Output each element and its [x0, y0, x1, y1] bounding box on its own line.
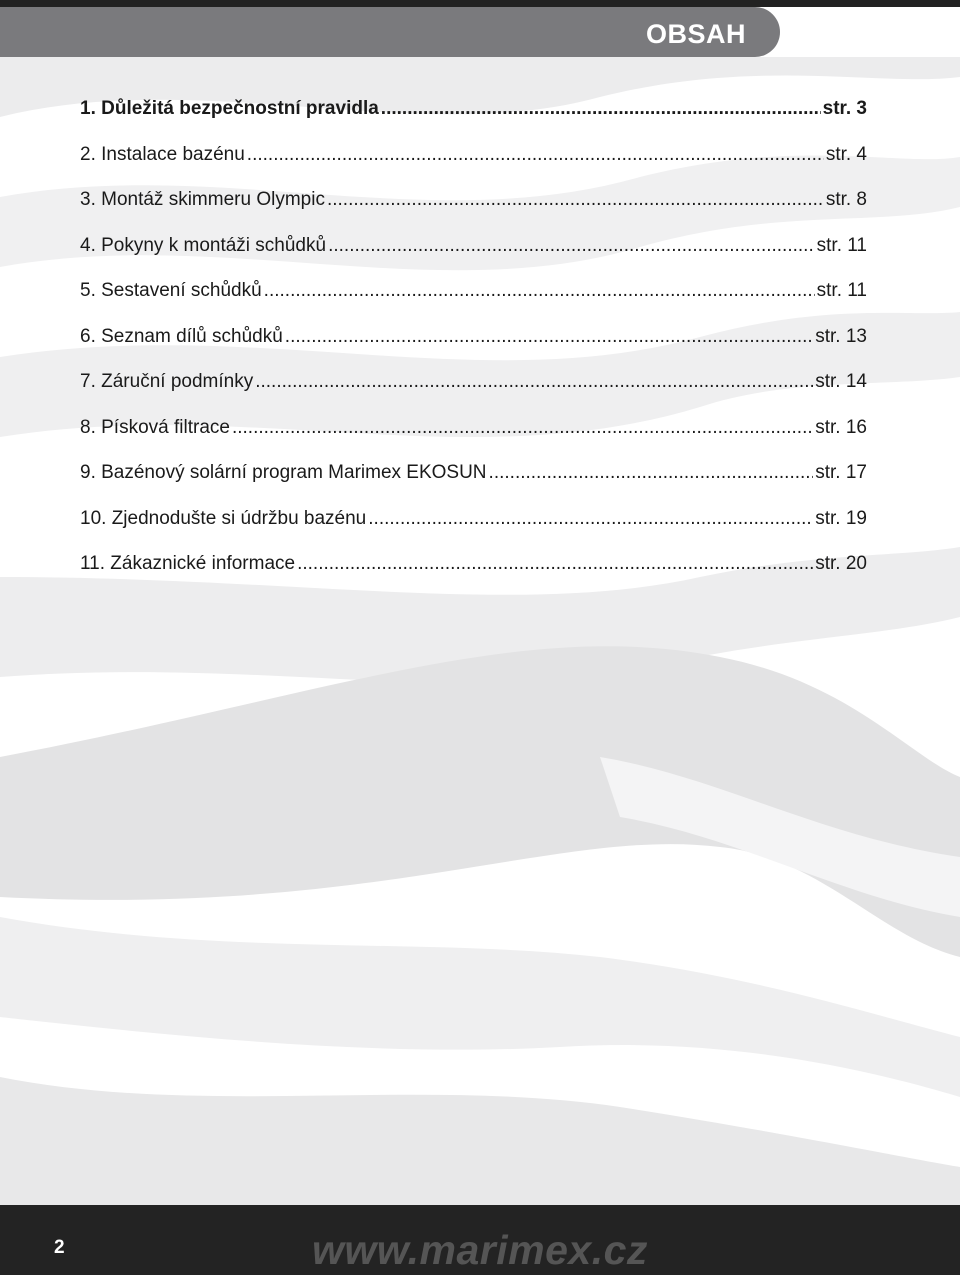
toc-entry[interactable]: [80, 144, 867, 190]
toc-entry-page: str. 17: [815, 462, 867, 483]
toc-entry-title: 8. Písková filtrace: [80, 416, 230, 438]
website-url[interactable]: www.marimex.cz: [312, 1227, 648, 1273]
toc-dot-leader: [264, 280, 815, 302]
header-band: [0, 7, 780, 57]
toc-entry-page: str. 19: [815, 507, 867, 529]
toc-entry-page: str. 13: [815, 325, 867, 347]
toc-entry[interactable]: [80, 371, 867, 417]
toc-dot-leader: [255, 371, 813, 393]
toc-entry[interactable]: [80, 235, 867, 281]
toc-entry-title: 3. Montáž skimmeru Olympic: [80, 189, 325, 210]
toc-entry-title: 10. Zjednodušte si údržbu bazénu: [80, 507, 367, 529]
toc-dot-leader: [297, 553, 813, 575]
toc-entry[interactable]: [80, 462, 867, 508]
toc-entry-title: 9. Bazénový solární program Marimex EKOSUN: [80, 462, 487, 483]
toc-entry-title: 6. Seznam dílů schůdků: [80, 325, 283, 347]
toc-entry-page: str. 3: [822, 98, 867, 119]
toc-entry-page: str. 20: [815, 553, 867, 574]
table-of-contents: [80, 98, 867, 599]
toc-entry[interactable]: [80, 98, 867, 144]
toc-entry-page: str. 8: [825, 189, 867, 210]
toc-entry-title: 5. Sestavení schůdků: [80, 280, 262, 301]
toc-entry[interactable]: [80, 189, 867, 235]
toc-entry-page: str. 4: [825, 143, 867, 165]
toc-dot-leader: [489, 462, 814, 484]
toc-entry[interactable]: [80, 326, 867, 372]
toc-entry-title: 2. Instalace bazénu: [80, 143, 245, 165]
toc-dot-leader: [368, 508, 813, 530]
page-title: OBSAH: [645, 19, 746, 49]
page-number: 2: [54, 1237, 65, 1258]
toc-dot-leader: [232, 417, 813, 439]
toc-entry-title: 1. Důležitá bezpečnostní pravidla: [80, 98, 379, 119]
toc-entry-title: 4. Pokyny k montáži schůdků: [80, 234, 327, 256]
toc-dot-leader: [247, 144, 824, 166]
toc-entry-page: str. 11: [816, 234, 867, 256]
toc-entry[interactable]: [80, 553, 867, 599]
toc-entry[interactable]: [80, 280, 867, 326]
toc-dot-leader: [285, 326, 813, 348]
toc-entry[interactable]: [80, 417, 867, 463]
toc-dot-leader: [327, 189, 824, 211]
toc-dot-leader: [328, 235, 815, 257]
footer: [0, 1205, 960, 1275]
top-bar: [0, 0, 960, 7]
toc-entry-page: str. 16: [815, 416, 867, 438]
toc-entry-title: 11. Zákaznické informace: [80, 553, 296, 574]
toc-entry-page: str. 14: [815, 371, 867, 392]
toc-entry-page: str. 11: [816, 280, 867, 301]
toc-entry-title: 7. Záruční podmínky: [80, 371, 254, 392]
toc-entry[interactable]: [80, 508, 867, 554]
toc-dot-leader: [381, 98, 821, 120]
